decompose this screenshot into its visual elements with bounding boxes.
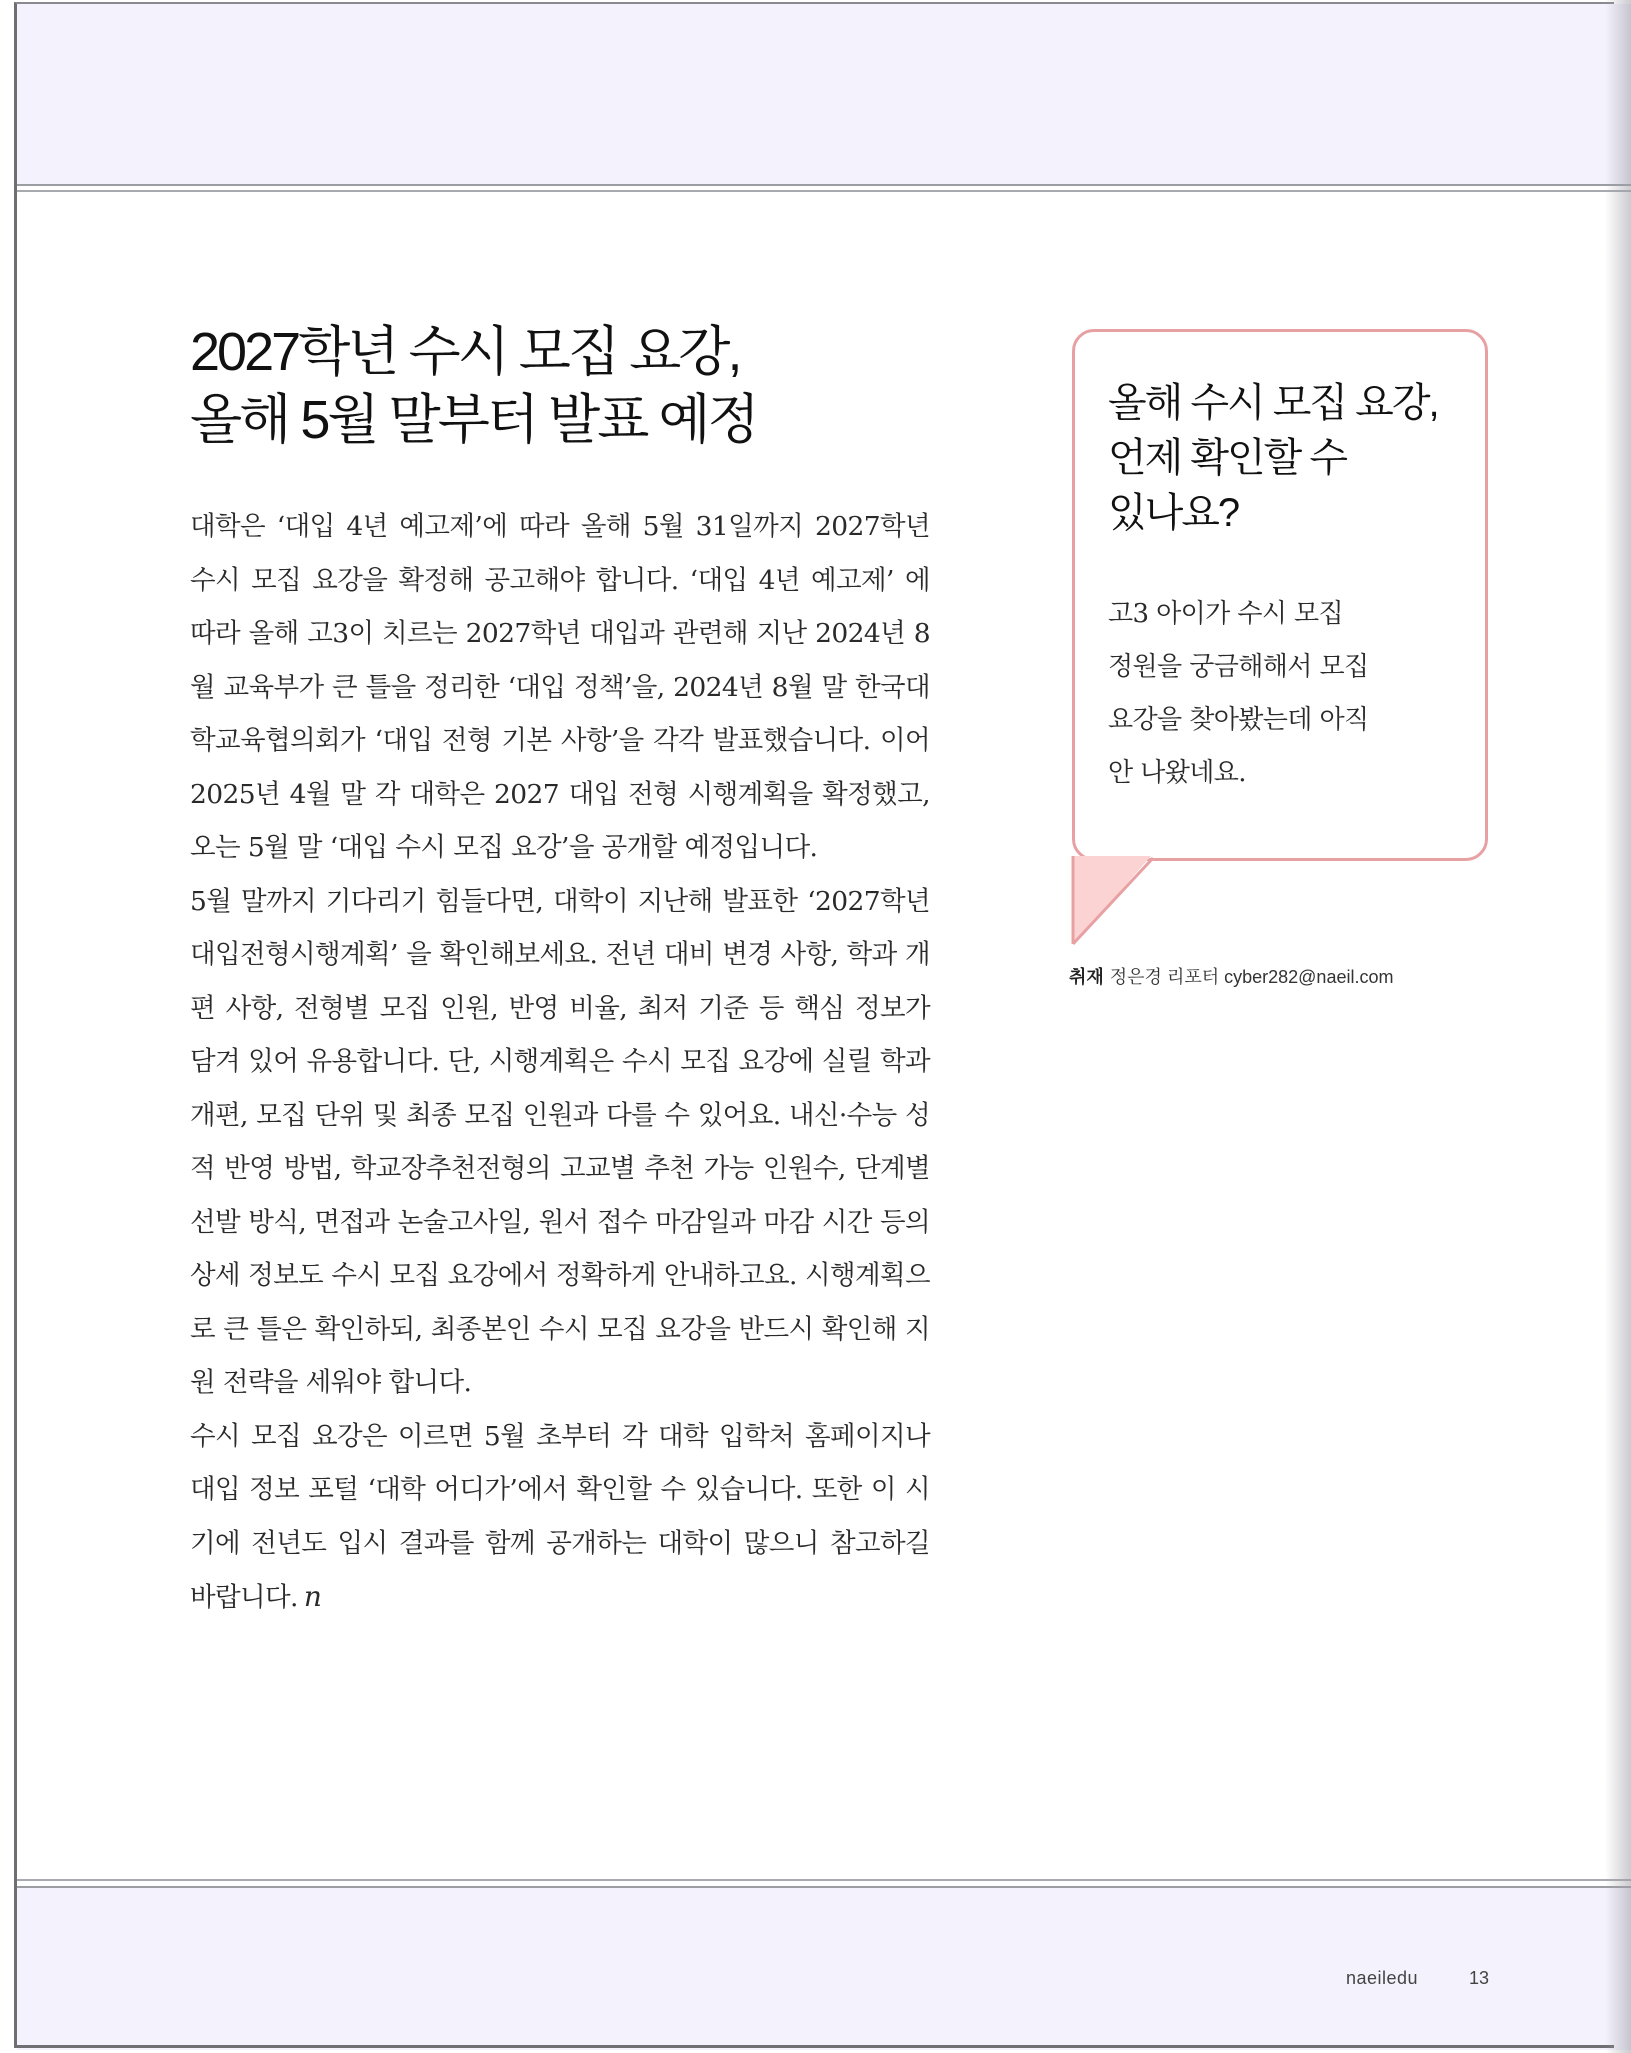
page-edge-shadow bbox=[1605, 0, 1631, 2053]
question-body-line-1: 고3 아이가 수시 모집 bbox=[1108, 599, 1344, 629]
paragraph-3 bbox=[190, 1410, 930, 1625]
reporter-credit bbox=[1069, 965, 1393, 989]
paragraph-1: 대학은 ‘대입 4년 예고제’에 따라 올해 5월 31일까지 2027학년 수시 모집 요강을 확정해 공고해야 합니다. ‘대입 4년 예고제’ 에 따라 올해 고3이 치르는 2027학년 대입과 관련해 지난 2024년 8월 교육부가 큰 틀을 정리한 ‘대입 정책’을, 2024년 8월 말 한국대학교육협의회가 ‘대입 전형 기본 사항’을 각각 발표했습니다. 이어 2025년 4월 말 각 대학은 2027 대입 전형 시행계획을 확정했고, 오는 5월 말 ‘대입 수시 모집 요강’을 공개할 예정입니다. bbox=[190, 511, 930, 863]
headline-line-1: 2027학년 수시 모집 요강, bbox=[190, 322, 740, 382]
credit-label: 취재 bbox=[1069, 967, 1104, 987]
question-title-line-2: 언제 확인할 수 bbox=[1108, 436, 1347, 480]
paragraph-2: 5월 말까지 기다리기 힘들다면, 대학이 지난해 발표한 ‘2027학년 대입전형시행계획’ 을 확인해보세요. 전년 대비 변경 사항, 학과 개편 사항, 전형별 모집 인원, 반영 비율, 최저 기준 등 핵심 정보가 담겨 있어 유용합니다. 단, 시행계획은 수시 모집 요강에 실릴 학과 개편, 모집 단위 및 최종 모집 인원과 다를 수 있어요. 내신·수능 성적 반영 방법, 학교장추천전형의 고교별 추천 가능 인원수, 단계별 선발 방식, 면접과 논술고사일, 원서 접수 마감일과 마감 시간 등의 상세 정보도 수시 모집 요강에서 정확하게 안내하고요. 시행계획으로 큰 틀은 확인하되, 최종본인 수시 모집 요강을 반드시 확인해 지원 전략을 세워야 합니다. bbox=[190, 885, 930, 1398]
question-title bbox=[1108, 376, 1478, 541]
question-body-line-3: 요강을 찾아봤는데 아직 bbox=[1108, 705, 1369, 735]
end-mark-icon: n bbox=[303, 1580, 322, 1613]
headline-line-2: 올해 5월 말부터 발표 예정 bbox=[190, 390, 757, 450]
footer-brand: naeiledu bbox=[1346, 1968, 1419, 1988]
page-number: 13 bbox=[1469, 1968, 1490, 1988]
question-title-line-1: 올해 수시 모집 요강, bbox=[1108, 381, 1438, 425]
question-body bbox=[1108, 588, 1448, 800]
credit-text: 정은경 리포터 cyber282@naeil.com bbox=[1109, 967, 1394, 987]
bubble-tail-icon bbox=[1071, 856, 1161, 948]
article-body bbox=[190, 500, 930, 1625]
question-body-line-2: 정원을 궁금해해서 모집 bbox=[1108, 652, 1369, 682]
question-title-line-3: 있나요? bbox=[1108, 491, 1239, 535]
paragraph-3-text: 수시 모집 요강은 이르면 5월 초부터 각 대학 입학처 홈페이지나 대입 정보 포털 ‘대학 어디가’에서 확인할 수 있습니다. 또한 이 시기에 전년도 입시 결과를 함께 공개하는 대학이 많으니 참고하길 바랍니다. bbox=[190, 1420, 930, 1613]
question-body-line-4: 안 나왔네요. bbox=[1108, 758, 1246, 788]
article-headline bbox=[190, 318, 950, 454]
